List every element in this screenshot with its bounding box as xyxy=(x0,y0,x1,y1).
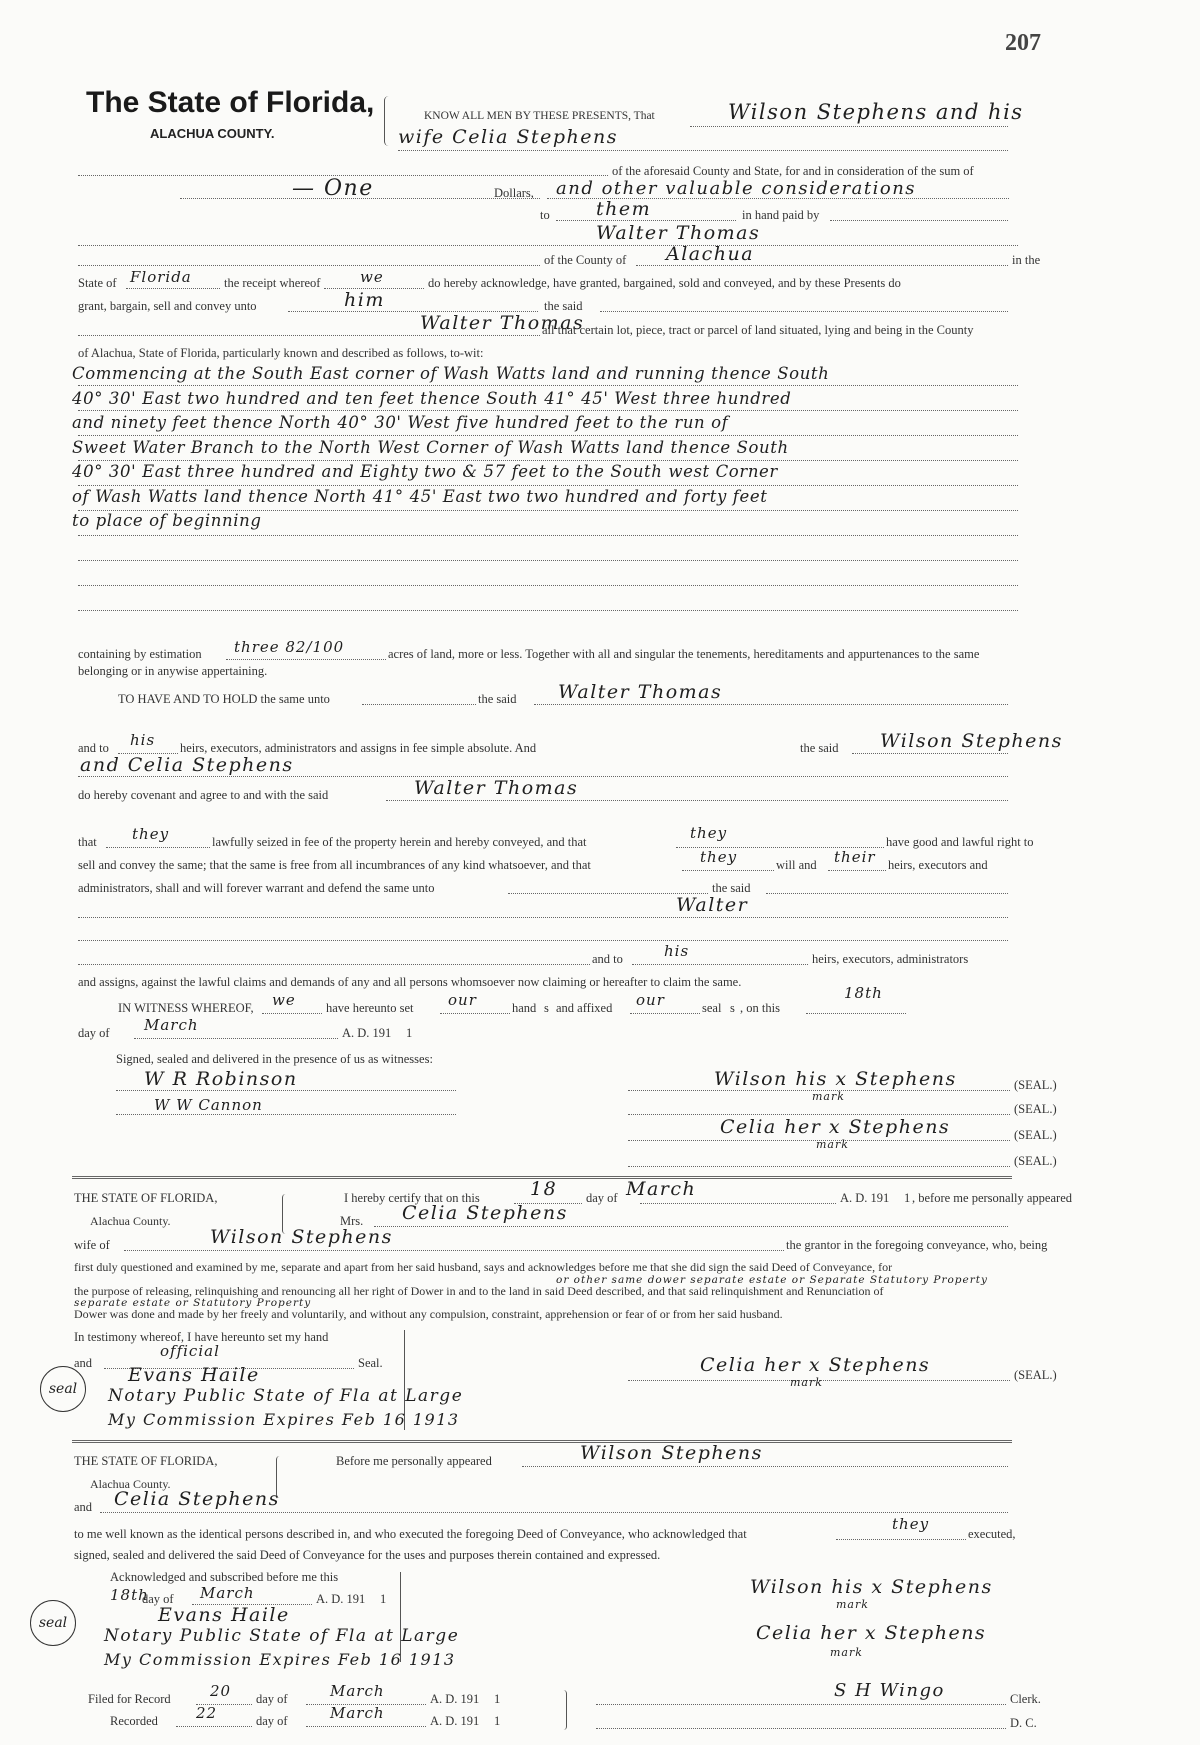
to-whom: them xyxy=(596,198,652,220)
habendum-grantor1: Wilson Stephens xyxy=(880,730,1063,752)
ack2-name1: Wilson Stephens xyxy=(580,1442,763,1464)
interlineation-1: or other same dower separate estate or Separate Statutory Property xyxy=(556,1274,988,1286)
amount: — One xyxy=(292,176,374,201)
state-title: The State of Florida, xyxy=(86,86,375,119)
page-number: 207 xyxy=(1005,30,1041,56)
notary-title-2: Notary Public State of Fla at Large xyxy=(104,1626,460,1646)
description-line: and ninety feet thence North 40° 30' West five hundred feet to the run of xyxy=(72,413,729,432)
mrs-name: Celia Stephens xyxy=(402,1202,568,1224)
section-divider xyxy=(72,1440,1012,1443)
seal-label: (SEAL.) xyxy=(1014,1128,1057,1142)
ack2-name2: Celia Stephens xyxy=(114,1488,280,1510)
clerk-signature: S H Wingo xyxy=(834,1680,945,1701)
grantee-name: Walter Thomas xyxy=(420,312,585,334)
header-brace xyxy=(384,96,393,146)
notary-name-1: Evans Haile xyxy=(128,1364,260,1386)
witness1: W R Robinson xyxy=(144,1068,298,1090)
land-description xyxy=(72,362,829,534)
grantor-signature-2: Celia her x Stephens xyxy=(720,1116,951,1138)
grantor-signature-1: Wilson his x Stephens xyxy=(714,1068,957,1090)
county-title: ALACHUA COUNTY. xyxy=(150,126,275,141)
other-consideration: and other valuable considerations xyxy=(556,178,917,199)
habendum-grantee: Walter Thomas xyxy=(558,681,723,703)
interlineation-2: separate estate or Statutory Property xyxy=(74,1297,312,1309)
seal-label: (SEAL.) xyxy=(1014,1102,1057,1116)
notary-title-1: Notary Public State of Fla at Large xyxy=(108,1386,464,1406)
habendum-grantor2: and Celia Stephens xyxy=(80,754,294,776)
notary-commission-2: My Commission Expires Feb 16 1913 xyxy=(104,1650,456,1669)
description-line: 40° 30' East three hundred and Eighty two & 57 feet to the South west Corner xyxy=(72,462,778,481)
notary-seal-1: seal xyxy=(40,1366,86,1412)
notary-commission-1: My Commission Expires Feb 16 1913 xyxy=(108,1410,460,1429)
habendum-grantee2: Walter Thomas xyxy=(414,777,579,799)
witness2: W W Cannon xyxy=(154,1096,263,1114)
county-name: Alachua xyxy=(666,243,755,265)
notary-name-2: Evans Haile xyxy=(158,1604,290,1626)
seal-label: (SEAL.) xyxy=(1014,1078,1057,1092)
ack2-signature-2: Celia her x Stephens xyxy=(756,1622,987,1644)
payer: Walter Thomas xyxy=(596,222,761,244)
aforesaid-text: of the aforesaid County and State, for and in consideration of the sum of xyxy=(612,164,974,178)
ack1-signature: Celia her x Stephens xyxy=(700,1354,931,1376)
know-all-text: KNOW ALL MEN BY THESE PRESENTS, That xyxy=(424,110,655,122)
description-line: Commencing at the South East corner of Wash Watts land and running thence South xyxy=(72,364,830,383)
description-line: 40° 30' East two hundred and ten feet thence South 41° 45' West three hundred xyxy=(72,388,792,408)
description-line: Sweet Water Branch to the North West Corner of Wash Watts land thence South xyxy=(72,437,789,457)
ack2-signature-1: Wilson his x Stephens xyxy=(750,1576,993,1598)
seal-label: (SEAL.) xyxy=(1014,1154,1057,1168)
deed-page: 207 The State of Florida, ALACHUA COUNTY. KNOW ALL MEN BY THESE PRESENTS, That Wilson Stephens and his wife Celia Stephens of the aforesaid County and State, for and in consideration of the sum of — One Dollars, and other valuable considerations to them in hand paid by Walter Thomas of the County of Alachua in the State of Florida the receipt whereof we do hereby acknowledge, have granted, bargained, sold and conveyed, and by these Presents do grant, bargain, sell and convey unto him the said Walter Thomas all that certain lot, piece, tract or parcel of land situated, lying and being in the County of Alachua, State of Florida, particularly known and described as follows, to-wit: Commencing at the South East corner of Wash Watts land and running thence South 40° 30' East two hundred and ten feet thence South 41° 45' West three hundred and ninety feet thence North 40° 30' West five hundred feet to the run of Sweet Water Branch to the North West Corner of Wash Watts land thence South 40° 30' East three hundred and Eighty two & 57 feet to the South west Corner of Wash Watts land thence North 41° 45' East two two hundred and forty feet to place of beginning containing by estimation three 82/100 acres of land, more or less. Together with all and singular the tenements, hereditaments and appurtenances to the same belonging or in anywise appertaining. TO HAVE AND TO HOLD the same unto the said Walter Thomas and to his heirs, executors, administrators and assigns in fee simple absolute. And the said Wilson Stephens and Celia Stephens do hereby covenant and agree to and with the said Walter Thomas that they lawfully seized in fee of the property herein and hereby conveyed, and that they have good and lawful right to sell and convey the same; that the same is free from all incumbrances of any kind whatsoever, and that they will and their heirs, executors and administrators, shall and will forever warrant and defend the same unto the said Walter and to his heirs, executors, administrators and assigns, against the lawful claims and demands of any and all persons whomsoever now claiming or hereafter to claim the same. IN WITNESS WHEREOF, we have hereunto set our hand s and affixed our seal s , on this 18th day of March A. D. 191 1 Signed, sealed and delivered in the presence of us as witnesses: W R Robinson W W Cannon Wilson his x Stephens mark (SEAL.) (SEAL.) Celia her x Stephens mark (SEAL.) (SEAL.) THE STATE OF FLORIDA, Alachua County. I hereby certify that on this 18 day of March A. D. 191 1 , before me personally appeared Mrs. Celia Stephens wife of Wilson Stephens the grantor in the foregoing conveyance, who, being first duly questioned and examined by me, separate and apart from her said husband, says and acknowledges before me that she did sign the said Deed of Conveyance, for or other same dower separate estate or Separate Statutory Property the purpose of releasing, relinquishing and renouncing all her right of Dower in and to the land in said Deed described, and that said relinquishment and Renunciation of separate estate or Statutory Property Dower was done and made by her freely and voluntarily, and without any compulsion, constraint, apprehension or fear of or from her said husband. In testimony whereof, I have hereunto set my hand and official Seal. Evans Haile Notary Public State of Fla at Large My Commission Expires Feb 16 1913 seal Celia her x Stephens mark (SEAL.) THE STATE OF FLORIDA, Alachua County. Before me personally appeared Wilson Stephens and Celia Stephens to me well known as the identical persons described in, and who executed the foregoing Deed of Conveyance, who acknowledged that they executed, signed, sealed and delivered the said Deed of Conveyance for the uses and purposes therein contained and expressed. Acknowledged and subscribed before me this 18th day of March A. D. 191 1 Evans Haile Notary Public State of Fla at Large My Commission Expires Feb 16 1913 seal Wilson his x Stephens mark Celia her x Stephens mark Filed for Record 20 day of March A. D. 191 1 Recorded 22 day of March A. D. 191 1 S H Wingo Clerk. D. C. xyxy=(0,0,1200,1745)
grantors-line1: Wilson Stephens and his xyxy=(728,100,1024,124)
notary-seal-2: seal xyxy=(30,1600,76,1646)
husband-name: Wilson Stephens xyxy=(210,1226,393,1248)
state-name: Florida xyxy=(130,268,192,286)
habendum-grantee3: Walter xyxy=(676,894,749,916)
description-line: to place of beginning xyxy=(72,511,262,530)
grantee-pronoun: him xyxy=(344,289,385,311)
receipt-who: we xyxy=(360,268,384,286)
description-line: of Wash Watts land thence North 41° 45' East two two hundred and forty feet xyxy=(72,486,768,506)
acres-value: three 82/100 xyxy=(234,638,345,656)
grantors-line2: wife Celia Stephens xyxy=(398,126,618,148)
